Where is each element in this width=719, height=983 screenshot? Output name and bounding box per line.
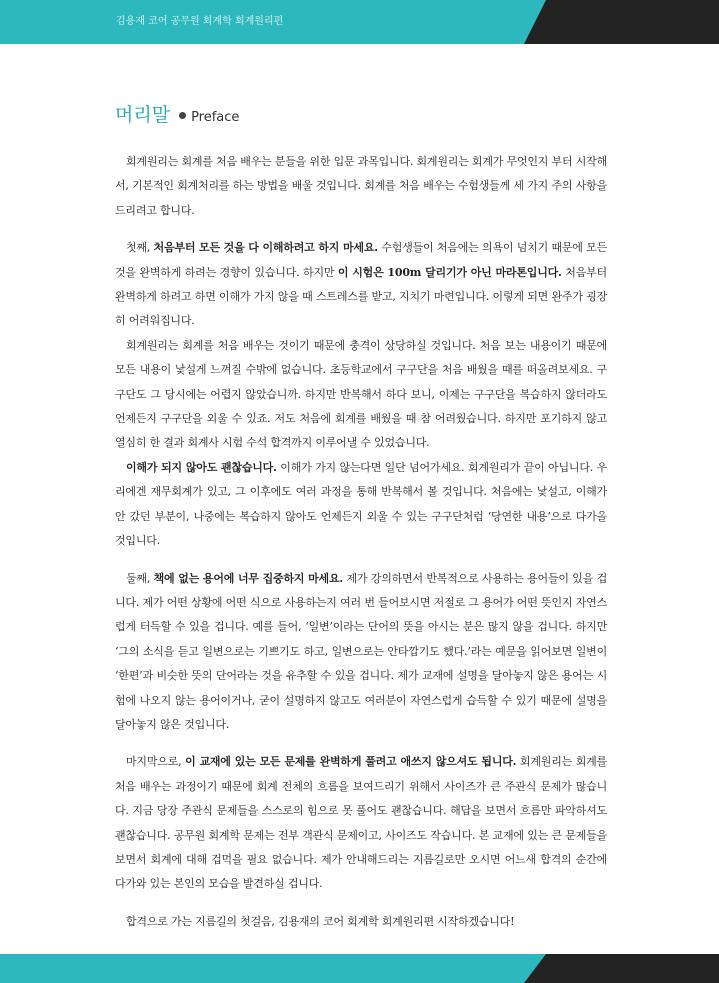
paragraph-text: 회계원리는 회계를 처음 배우는 것이기 때문에 충격이 상당하실 것입니다. 처음 보는 내용이기 때문에 모든 내용이 낯설게 느껴질 수밖에 없습니다. 초등학교에서 구구단을 처음 배웠을 때를 떠올려보세요. 구구단도 그 당시에는 어렵지 않았습니까. 하지만 반복해서 하다 보니, 이제는 구구단을 복습하지 않더라도 언제든지 구구단을 외울 수 있죠. 저도 처음에 회계를 배웠을 때 참 어려웠습니다. 하지만 포기하지 않고 열심히 한 결과 회계사 시험 수석 합격까지 이루어낼 수 있었습니다. [115, 338, 607, 450]
heading-english: Preface [191, 110, 240, 125]
footer-bar [0, 954, 719, 983]
header-bar [0, 0, 719, 44]
paragraph-text: 마지막으로, [126, 755, 186, 769]
paragraph-text: 회계원리는 회계를 처음 배우는 분들을 위한 입문 과목입니다. 회계원리는 회계가 무엇인지 부터 시작해서, 기본적인 회계처리를 하는 방법을 배울 것입니다. 회계를 처음 배우는 수험생들께 세 가지 주의 사항을 드리려고 합니다. [115, 155, 607, 217]
paragraph [115, 750, 607, 896]
emphasis-text: 이해가 되지 않아도 괜찮습니다. [126, 460, 277, 474]
paragraph-text: 제가 강의하면서 반복적으로 사용하는 용어들이 있을 겁니다. 제가 어떤 상황에 어떤 식으로 사용하는지 여러 번 들어보시면 저절로 그 용어가 어떤 뜻인지 자연스럽게 터득할 수 있을 겁니다. 예를 들어, ‘일변’이라는 단어의 뜻을 아시는 분은 많지 않을 겁니다. 하지만 ‘그의 소식을 듣고 일변으로는 기쁘기도 하고, 일변으로는 안타깝기도 했다.’라는 예문을 읽어보면 일변이 ‘한편’과 비슷한 뜻의 단어라는 것을 유추할 수 있을 겁니다. 제가 교재에 설명을 달아놓지 않은 용어는 시험에 나오지 않는 용어이거나, 굳이 설명하지 않고도 여러분이 자연스럽게 습득할 수 있기 때문에 설명을 달아놓지 않은 것입니다. [115, 571, 608, 731]
paragraph [115, 150, 607, 223]
paragraph-text: 이해가 가지 않는다면 일단 넘어가세요. 회계원리가 끝이 아닙니다. 우리에겐 재무회계가 있고, 그 이후에도 여러 과정을 통해 반복해서 볼 것입니다. 처음에는 낯설고, 이해가 안 갔던 부분이, 나중에는 복습하지 않아도 언제든지 외울 수 있는 구구단처럼 ‘당연한 내용’으로 다가올 것입니다. [115, 460, 607, 548]
emphasis-text: 책에 없는 용어에 너무 집중하지 마세요. [153, 571, 344, 585]
paragraph-text: 첫째, [126, 241, 154, 255]
paragraph [115, 456, 607, 554]
paragraph-text: 둘째, [126, 571, 154, 585]
paragraph [115, 567, 607, 738]
paragraph [115, 236, 607, 334]
bullet-icon [179, 112, 186, 119]
paragraph-text: 합격으로 가는 지름길의 첫걸음, 김용재의 코어 회계학 회계원리편 시작하겠습니다! [126, 914, 515, 928]
paragraph-text: 수험생들이 처음에는 의욕이 넘치기 때문에 모든 것을 완벽하게 하려는 경향이 있습니다. 하지만 [115, 241, 608, 279]
emphasis-text: 이 교재에 있는 모든 문제를 완벽하게 풀려고 애쓰지 않으셔도 됩니다. [185, 755, 517, 769]
paragraph [115, 910, 607, 934]
paragraph-text: 회계원리는 회계를 처음 배우는 과정이기 때문에 회계 전체의 흐름을 보여드리기 위해서 사이즈가 큰 주관식 문제가 많습니다. 지금 당장 주관식 문제들을 스스로의 힘으로 못 풀어도 괜찮습니다. 해답을 보면서 흐름만 파악하셔도 괜찮습니다. 공무원 회계학 문제는 전부 객관식 문제이고, 사이즈도 작습니다. 본 교재에 있는 큰 문제들을 보면서 회계에 대해 겁먹을 필요 없습니다. 제가 안내해드리는 지름길로만 오시면 어느새 합격의 순간에 다가와 있는 본인의 모습을 발견하실 겁니다. [115, 755, 607, 891]
page-heading [115, 100, 239, 127]
preface-body [115, 150, 607, 934]
heading-korean: 머리말 [115, 104, 171, 126]
paragraph-text: 처음부터 완벽하게 하려고 하면 이해가 가지 않을 때 스트레스를 받고, 지치기 마련입니다. 이렇게 되면 완주가 굉장히 어려워집니다. [115, 265, 607, 328]
paragraph [115, 334, 607, 456]
emphasis-text: 이 시험은 100m 달리기가 아닌 마라톤입니다. [337, 265, 562, 279]
running-header-title: 김용재 코어 공무원 회계학 회계원리편 [116, 16, 284, 27]
emphasis-text: 처음부터 모든 것을 다 이해하려고 하지 마세요. [153, 241, 378, 255]
footer-dark-accent [524, 954, 719, 983]
header-dark-accent [524, 0, 719, 44]
